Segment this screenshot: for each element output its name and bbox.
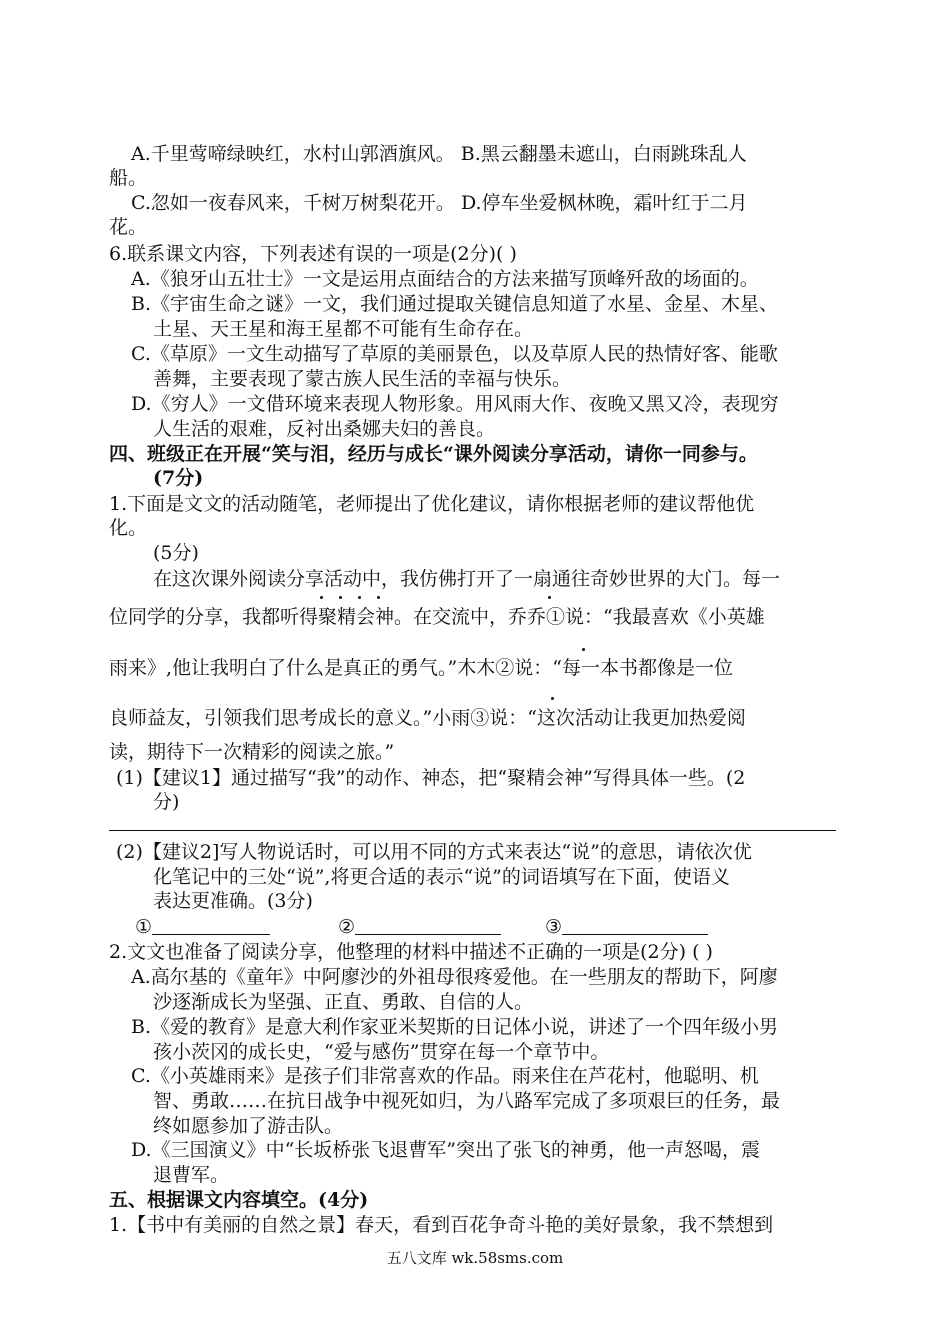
option-5d-cont: 花。 [109,216,148,238]
option-5b-cont: 船。 [109,167,148,189]
question-6: 6.联系课文内容，下列表述有误的一项是(2分)( ) [109,243,517,265]
suggestion-2: (2)【建议2]写人物说话时，可以用不同的方式来表达“说”的意思，请依次优 [116,841,752,863]
question-6-option-a: A.《狼牙山五壮士》一文是运用点面结合的方法来描写顶峰歼敌的场面的。 [131,268,759,290]
blank-2[interactable] [338,915,501,939]
question-2-option-d: D.《三国演义》中“长坂桥张飞退曹军”突出了张飞的神勇，他一声怒喝，震 [131,1139,761,1161]
section-4-question-1: 1.下面是文文的活动随笔，老师提出了优化建议，请你根据老师的建议帮他优 [109,493,755,515]
suggestion-1-cont: 分) [153,791,180,813]
essay-line-5: 读，期待下一次精彩的阅读之旅。” [109,741,395,763]
section-4-heading: 四、班级正在开展“笑与泪，经历与成长“课外阅读分享活动，请你一同参与。 [109,443,758,465]
blank-3[interactable] [545,915,708,939]
essay-line-2: 位同学的分享，我都听得聚精会神。在交流中，乔乔①说：“我最喜欢《小英雄 [109,606,765,628]
essay-line-1: 在这次课外阅读分享活动中，我仿佛打开了一扇通往奇妙世界的大门。每一 [153,568,781,590]
question-2-option-a: A.高尔基的《童年》中阿廖沙的外祖母很疼爱他。在一些朋友的帮助下，阿廖 [131,966,778,988]
option-5c-5d: C.忽如一夜春风来，千树万树梨花开。 D.停车坐爱枫林晚，霜叶红于二月 [131,192,748,214]
section-5-question-1: 1.【书中有美丽的自然之景】春天，看到百花争奇斗艳的美好景象，我不禁想到 [109,1214,774,1236]
emphasis-dot [358,596,361,599]
question-2-option-b: B.《爱的教育》是意大利作家亚米契斯的日记体小说，讲述了一个四年级小男 [131,1016,779,1038]
suggestion-2-cont: 化笔记中的三处“说”,将更合适的表示“说”的词语填写在下面，使语义 [153,866,730,888]
question-2-option-c-cont-2: 终如愿参加了游击队。 [153,1115,344,1137]
blank-1-marker: ① [135,916,153,938]
emphasis-dot [320,596,323,599]
blank-2-line[interactable] [355,916,501,935]
essay-line-3: 雨来》,他让我明白了什么是真正的勇气。”木木②说：“每一本书都像是一位 [109,657,733,679]
question-2-option-c: C.《小英雄雨来》是孩子们非常喜欢的作品。雨来住在芦花村，他聪明、机 [131,1065,759,1087]
section-5-heading: 五、根据课文内容填空。(4分) [109,1189,369,1211]
question-6-option-c-cont: 善舞，主要表现了蒙古族人民生活的幸福与快乐。 [153,368,572,390]
question-6-option-b-cont: 土星、天王星和海王星都不可能有生命存在。 [153,318,534,340]
emphasis-dot [548,596,551,599]
question-6-option-d: D.《穷人》一文借环境来表现人物形象。用风雨大作、夜晚又黑又冷，表现穷 [131,393,779,415]
section-4-question-1-score: (5分) [153,542,199,564]
question-6-option-d-cont: 人生活的艰难，反衬出桑娜夫妇的善良。 [153,418,496,440]
emphasis-dot [339,596,342,599]
question-6-option-c: C.《草原》一文生动描写了草原的美丽景色，以及草原人民的热情好客、能歌 [131,343,778,365]
blank-2-marker: ② [338,916,356,938]
blank-3-marker: ③ [545,916,563,938]
question-2-option-a-cont: 沙逐渐成长为坚强、正直、勇敢、自信的人。 [153,991,534,1013]
section-4-score: (7分) [153,467,204,489]
emphasis-dot [551,697,554,700]
emphasis-dot [582,648,585,651]
section-4-question-2: 2.文文也准备了阅读分享，他整理的材料中描述不正确的一项是(2分) ( ) [109,941,713,963]
suggestion-1: (1)【建议1】通过描写“我”的动作、神态，把“聚精会神”写得具体一些。(2 [116,767,746,789]
blank-3-line[interactable] [562,916,708,935]
page-footer: 五八文库 wk.58sms.com [386,1249,564,1267]
option-5a-5b: A.千里莺啼绿映红，水村山郭酒旗风。 B.黑云翻墨未遮山，白雨跳珠乱人 [131,143,747,165]
question-2-option-c-cont: 智、勇敢……在抗日战争中视死如归，为八路军完成了多项艰巨的任务，最 [153,1090,781,1112]
emphasis-dot [377,596,380,599]
blank-1-line[interactable] [152,916,270,935]
question-6-option-b: B.《宇宙生命之谜》一文，我们通过提取关键信息知道了水星、金星、木星、 [131,293,779,315]
section-4-question-1-cont: 化。 [109,517,148,539]
suggestion-1-answer-line[interactable] [109,830,836,831]
suggestion-2-cont-2: 表达更准确。(3分) [153,890,313,912]
question-2-option-d-cont: 退曹军。 [153,1164,230,1186]
blank-1[interactable] [135,915,270,939]
question-2-option-b-cont: 孩小茨冈的成长史，“爱与感伤”贯穿在每一个章节中。 [153,1041,610,1063]
essay-line-4: 良师益友，引领我们思考成长的意义。”小雨③说：“这次活动让我更加热爱阅 [109,707,746,729]
